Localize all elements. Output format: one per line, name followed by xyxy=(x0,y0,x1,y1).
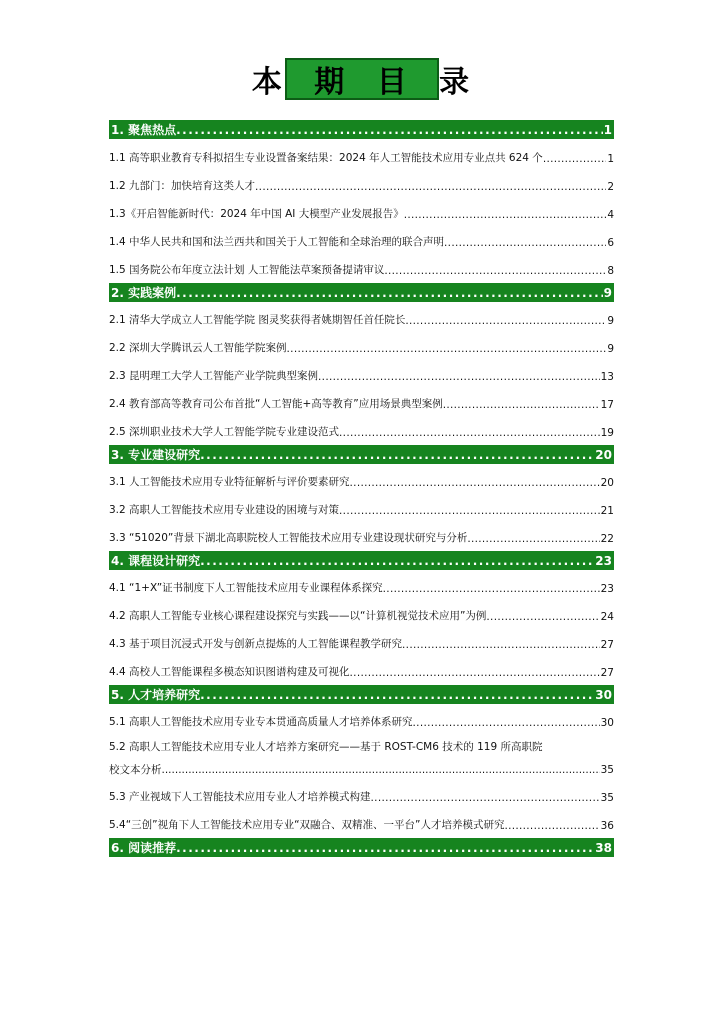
entry-text: 3.3 “51020”背景下湖北高职院校人工智能技术应用专业建设现状研究与分析 xyxy=(109,532,468,544)
dot-leader xyxy=(200,448,594,462)
dot-leader xyxy=(318,371,600,383)
toc-entry[interactable] xyxy=(109,263,614,277)
toc-entry[interactable] xyxy=(109,740,614,777)
entry-page: 24 xyxy=(600,611,614,623)
toc-section-3[interactable] xyxy=(109,445,614,464)
dot-leader xyxy=(255,181,606,193)
entry-page: 8 xyxy=(607,265,614,277)
dot-leader xyxy=(504,820,599,832)
toc-entry[interactable] xyxy=(109,179,614,193)
entry-text: 5.3 产业视域下人工智能技术应用专业人才培养模式构建 xyxy=(109,791,371,803)
toc-entry[interactable] xyxy=(109,425,614,439)
entry-page: 9 xyxy=(607,343,614,355)
dot-leader xyxy=(162,763,600,777)
entry-text: 2.5 深圳职业技术大学人工智能学院专业建设范式 xyxy=(109,426,340,438)
dot-leader xyxy=(200,688,594,702)
toc-entry[interactable] xyxy=(109,715,614,729)
entry-page: 30 xyxy=(600,717,614,729)
dot-leader xyxy=(350,667,600,679)
entry-text: 4.4 高校人工智能课程多模态知识图谱构建及可视化 xyxy=(109,666,350,678)
toc-section-6[interactable] xyxy=(109,838,614,857)
toc-entry[interactable] xyxy=(109,665,614,679)
entry-text: 4.2 高职人工智能专业核心课程建设探究与实践——以“计算机视觉技术应用”为例 xyxy=(109,610,487,622)
section-page: 20 xyxy=(595,447,612,462)
toc-entry[interactable] xyxy=(109,581,614,595)
toc-entry[interactable] xyxy=(109,313,614,327)
toc-section-5[interactable] xyxy=(109,685,614,704)
entry-text: 4.1 “1+X”证书制度下人工智能技术应用专业课程体系探究 xyxy=(109,582,383,594)
toc-entry[interactable] xyxy=(109,475,614,489)
dot-leader xyxy=(350,477,600,489)
dot-leader xyxy=(176,123,603,137)
section-label: 3. 专业建设研究 xyxy=(111,448,201,462)
toc-entry[interactable] xyxy=(109,397,614,411)
dot-leader xyxy=(543,153,607,165)
toc-section-2[interactable] xyxy=(109,283,614,302)
entry-text: 1.4 中华人民共和国和法兰西共和国关于人工智能和全球治理的联合声明 xyxy=(109,236,445,248)
toc-entry[interactable] xyxy=(109,151,614,165)
toc-entry[interactable] xyxy=(109,207,614,221)
dot-leader xyxy=(443,399,600,411)
entry-page: 35 xyxy=(600,792,614,804)
entry-page: 4 xyxy=(607,209,614,221)
dot-leader xyxy=(200,554,594,568)
section-page: 23 xyxy=(595,553,612,568)
entry-text-continued: 校文本分析 xyxy=(109,764,162,776)
dot-leader xyxy=(444,237,606,249)
section-label: 2. 实践案例 xyxy=(111,286,177,300)
toc-entry[interactable] xyxy=(109,503,614,517)
section-label: 4. 课程设计研究 xyxy=(111,554,201,568)
section-page: 38 xyxy=(595,840,612,855)
toc-entry[interactable] xyxy=(109,369,614,383)
toc-entry[interactable] xyxy=(109,637,614,651)
dot-leader xyxy=(383,583,600,595)
entry-text: 3.1 人工智能技术应用专业特征解析与评价要素研究 xyxy=(109,476,350,488)
toc-entry[interactable] xyxy=(109,531,614,545)
entry-text: 1.5 国务院公布年度立法计划 人工智能法草案预备提请审议 xyxy=(109,264,385,276)
toc-entry[interactable] xyxy=(109,818,614,832)
toc-entry[interactable] xyxy=(109,235,614,249)
toc-section-1[interactable] xyxy=(109,120,614,139)
toc-section-4[interactable] xyxy=(109,551,614,570)
entry-text: 2.3 昆明理工大学人工智能产业学院典型案例 xyxy=(109,370,319,382)
section-page: 30 xyxy=(595,687,612,702)
toc-entry[interactable] xyxy=(109,341,614,355)
entry-page: 27 xyxy=(600,639,614,651)
entry-text: 5.2 高职人工智能技术应用专业人才培养方案研究——基于 ROST-CM6 技术的 119 所高职院 xyxy=(109,741,543,753)
dot-leader xyxy=(339,427,600,439)
table-of-contents xyxy=(109,117,614,857)
dot-leader xyxy=(287,343,607,355)
entry-page: 36 xyxy=(600,820,614,832)
dot-leader xyxy=(402,639,600,651)
dot-leader xyxy=(467,533,599,545)
entry-text: 5.1 高职人工智能技术应用专业专本贯通高质量人才培养体系研究 xyxy=(109,716,413,728)
dot-leader xyxy=(176,286,603,300)
toc-entry[interactable] xyxy=(109,609,614,623)
entry-page: 9 xyxy=(607,315,614,327)
entry-page: 27 xyxy=(600,667,614,679)
entry-page: 17 xyxy=(600,399,614,411)
dot-leader xyxy=(413,717,600,729)
entry-text: 2.4 教育部高等教育司公布首批“人工智能+高等教育”应用场景典型案例 xyxy=(109,398,443,410)
section-page: 1 xyxy=(603,122,612,137)
entry-text: 2.1 清华大学成立人工智能学院 图灵奖获得者姚期智任首任院长 xyxy=(109,314,406,326)
entry-page: 1 xyxy=(607,153,614,165)
entry-page: 22 xyxy=(600,533,614,545)
entry-page: 35 xyxy=(600,764,614,776)
section-page: 9 xyxy=(603,285,612,300)
dot-leader xyxy=(405,315,606,327)
entry-page: 6 xyxy=(607,237,614,249)
entry-text: 1.2 九部门：加快培育这类人才 xyxy=(109,180,256,192)
section-label: 1. 聚焦热点 xyxy=(111,123,177,137)
entry-page: 13 xyxy=(600,371,614,383)
section-label: 6. 阅读推荐 xyxy=(111,841,177,855)
dot-leader xyxy=(339,505,600,517)
entry-page: 23 xyxy=(600,583,614,595)
entry-page: 20 xyxy=(600,477,614,489)
entry-text: 4.3 基于项目沉浸式开发与创新点提炼的人工智能课程教学研究 xyxy=(109,638,403,650)
dot-leader xyxy=(404,209,607,221)
entry-text: 2.2 深圳大学腾讯云人工智能学院案例 xyxy=(109,342,287,354)
entry-text: 1.3《开启智能新时代：2024 年中国 AI 大模型产业发展报告》 xyxy=(109,208,404,220)
entry-text: 1.1 高等职业教育专科拟招生专业设置备案结果：2024 年人工智能技术应用专业点共 624 个 xyxy=(109,152,543,164)
section-label: 5. 人才培养研究 xyxy=(111,688,201,702)
dot-leader xyxy=(384,265,606,277)
entry-page: 19 xyxy=(600,427,614,439)
dot-leader xyxy=(176,841,594,855)
dot-leader xyxy=(486,611,599,623)
entry-page: 21 xyxy=(600,505,614,517)
toc-title: 本 期 目 录 xyxy=(285,58,439,100)
toc-entry[interactable] xyxy=(109,790,614,804)
dot-leader xyxy=(371,792,600,804)
entry-text: 3.2 高职人工智能技术应用专业建设的困境与对策 xyxy=(109,504,340,516)
entry-page: 2 xyxy=(607,181,614,193)
entry-text: 5.4“三创”视角下人工智能技术应用专业“双融合、双精准、一平台”人才培养模式研究 xyxy=(109,819,505,831)
